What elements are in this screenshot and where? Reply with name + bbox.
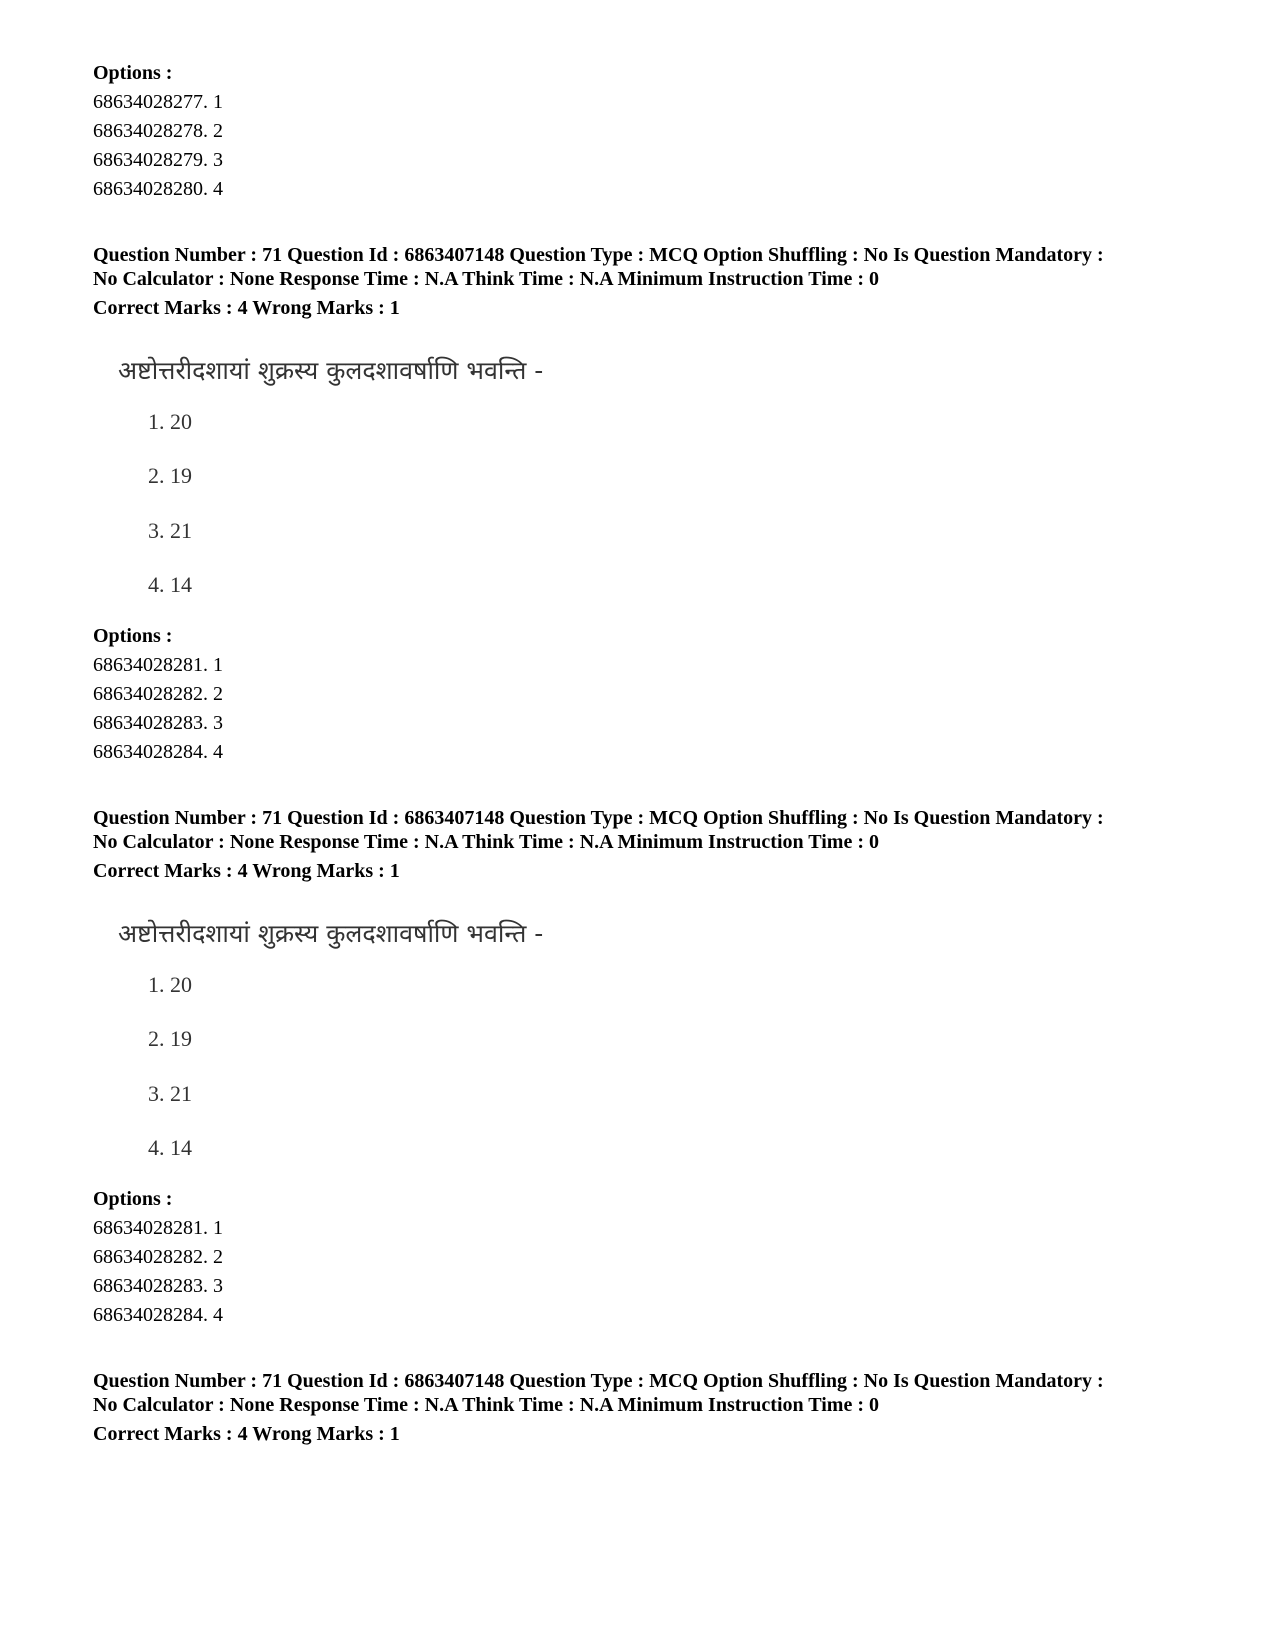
question-marks: Correct Marks : 4 Wrong Marks : 1 [93, 860, 400, 882]
option-item: 68634028281. 1 [93, 1217, 223, 1239]
answer-choice: 3. 21 [148, 518, 192, 543]
question-header: No Calculator : None Response Time : N.A Think Time : N.A Minimum Instruction Time : 0 [93, 1394, 879, 1416]
option-item: 68634028277. 1 [93, 91, 223, 113]
options-label: Options : [93, 62, 173, 84]
answer-choice: 4. 14 [148, 1135, 192, 1160]
answer-choice: 1. 20 [148, 972, 192, 997]
question-header: No Calculator : None Response Time : N.A Think Time : N.A Minimum Instruction Time : 0 [93, 268, 879, 290]
option-item: 68634028283. 3 [93, 1275, 223, 1297]
option-item: 68634028281. 1 [93, 654, 223, 676]
option-item: 68634028283. 3 [93, 712, 223, 734]
question-text: अष्टोत्तरीदशायां शुक्रस्य कुलदशावर्षाणि भवन्ति - [118, 919, 544, 948]
question-header: Question Number : 71 Question Id : 6863407148 Question Type : MCQ Option Shuffling : No Is Question Mandatory : [93, 244, 1104, 266]
options-label: Options : [93, 1188, 173, 1210]
question-header: Question Number : 71 Question Id : 6863407148 Question Type : MCQ Option Shuffling : No Is Question Mandatory : [93, 1370, 1104, 1392]
answer-choice: 3. 21 [148, 1081, 192, 1106]
answer-choice: 2. 19 [148, 463, 192, 488]
option-item: 68634028282. 2 [93, 683, 223, 705]
answer-choice: 4. 14 [148, 572, 192, 597]
option-item: 68634028280. 4 [93, 178, 223, 200]
option-item: 68634028284. 4 [93, 1304, 223, 1326]
question-text: अष्टोत्तरीदशायां शुक्रस्य कुलदशावर्षाणि भवन्ति - [118, 356, 544, 385]
options-label: Options : [93, 625, 173, 647]
option-item: 68634028284. 4 [93, 741, 223, 763]
answer-choice: 1. 20 [148, 409, 192, 434]
option-item: 68634028282. 2 [93, 1246, 223, 1268]
question-marks: Correct Marks : 4 Wrong Marks : 1 [93, 1423, 400, 1445]
question-header: Question Number : 71 Question Id : 6863407148 Question Type : MCQ Option Shuffling : No Is Question Mandatory : [93, 807, 1104, 829]
question-marks: Correct Marks : 4 Wrong Marks : 1 [93, 297, 400, 319]
answer-choice: 2. 19 [148, 1026, 192, 1051]
option-item: 68634028279. 3 [93, 149, 223, 171]
option-item: 68634028278. 2 [93, 120, 223, 142]
question-header: No Calculator : None Response Time : N.A Think Time : N.A Minimum Instruction Time : 0 [93, 831, 879, 853]
